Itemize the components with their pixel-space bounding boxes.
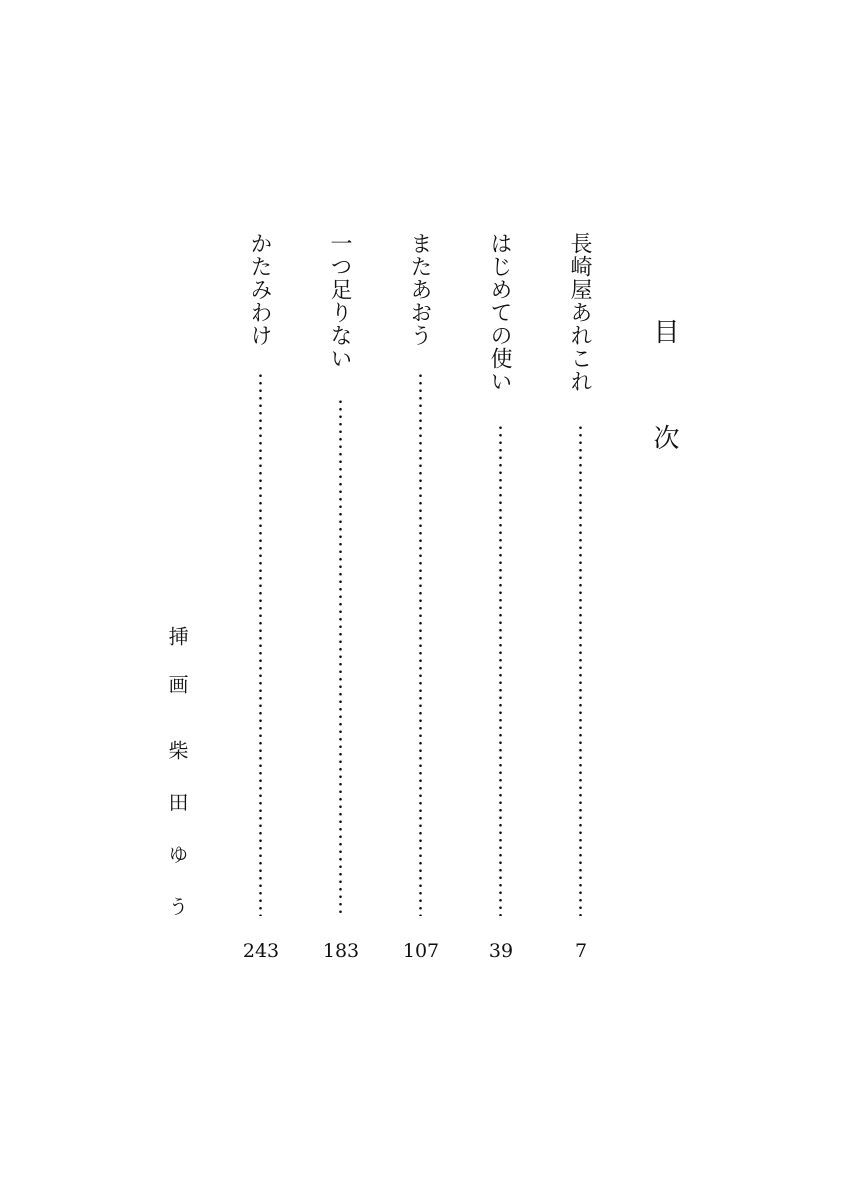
toc-entry-title: かたみわけ (247, 232, 272, 347)
toc-entry-title: はじめての使い (487, 232, 512, 393)
toc-entry-page: 39 (488, 940, 514, 962)
toc-entry-title: 一つ足りない (327, 232, 352, 370)
illustrator-name: 柴田ゆう (165, 740, 189, 948)
toc-entry-title: 長崎屋あれこれ (567, 232, 592, 393)
toc-entry-page: 183 (322, 940, 360, 962)
toc-entry-title: またあおう (407, 232, 432, 347)
toc-leader-dots (259, 372, 262, 916)
toc-leader-dots (499, 424, 502, 916)
toc-entry-page: 243 (242, 940, 280, 962)
toc-title: 目次 (649, 318, 679, 530)
toc-leader-dots (419, 372, 422, 916)
toc-entry-page: 107 (402, 940, 440, 962)
toc-leader-dots (339, 398, 342, 916)
toc-entry-page: 7 (574, 940, 588, 962)
toc-leader-dots (579, 424, 582, 916)
illustrator-role-label: 挿画 (165, 626, 189, 722)
